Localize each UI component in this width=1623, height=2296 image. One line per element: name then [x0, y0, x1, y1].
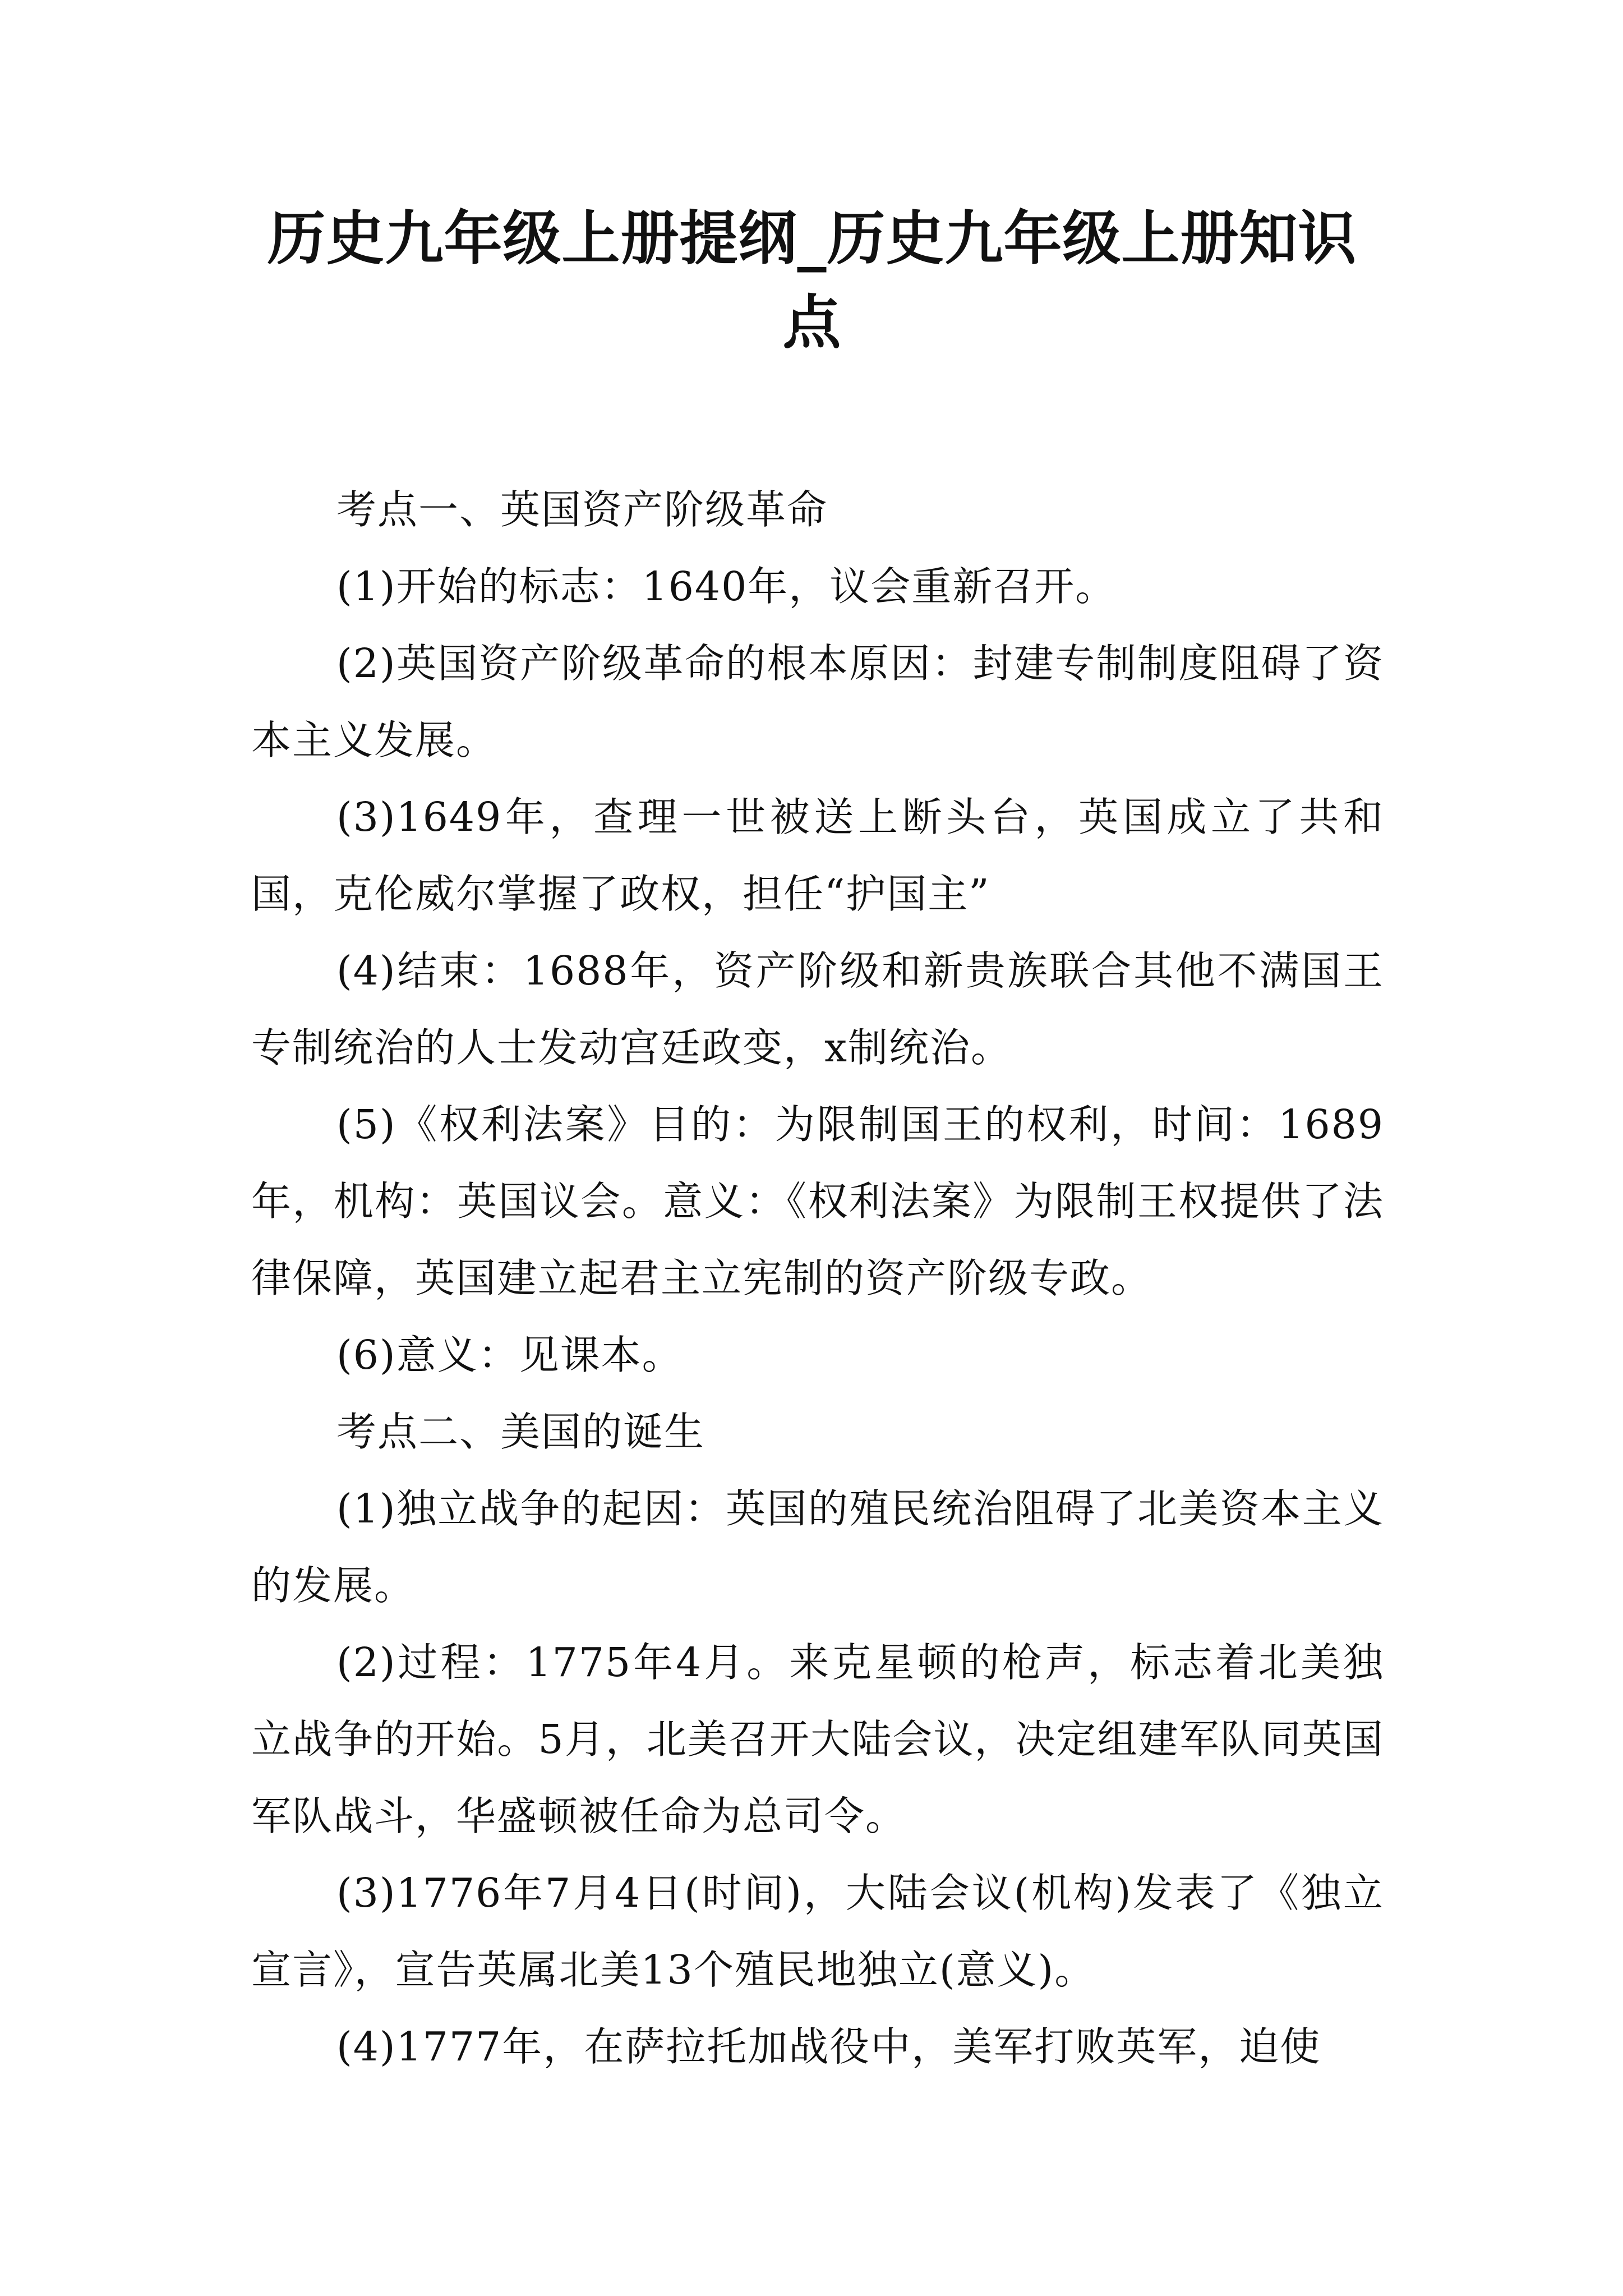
section-heading-2: 考点二、美国的诞生 — [336, 1409, 706, 1455]
document-title: 历史九年级上册提纲_历史九年级上册知识点 — [267, 204, 1357, 357]
paragraph: (4)结束：1688年，资产阶级和新贵族联合其他不满国王专制统治的人士发动宫廷政变，x制统治。 — [251, 947, 1384, 1071]
paragraph: (4)1777年，在萨拉托加战役中，美军打败英军，迫使 — [336, 2023, 1321, 2070]
paragraph: (1)独立战争的起因：英国的殖民统治阻碍了北美资本主义的发展。 — [251, 1485, 1384, 1609]
paragraph: (3)1649年，查理一世被送上断头台，英国成立了共和国，克伦威尔掌握了政权，担任“护国主” — [251, 794, 1384, 917]
paragraph: (2)英国资产阶级革命的根本原因：封建专制制度阻碍了资本主义发展。 — [251, 640, 1384, 763]
document-body — [251, 471, 1384, 2085]
section-heading-1: 考点一、英国资产阶级革命 — [336, 486, 828, 533]
paragraph: (6)意义：见课本。 — [336, 1332, 683, 1378]
paragraph: (1)开始的标志：1640年，议会重新召开。 — [336, 563, 1117, 610]
paragraph: (3)1776年7月4日(时间)，大陆会议(机构)发表了《独立宣言》，宣告英属北美13个殖民地独立(意义)。 — [251, 1870, 1384, 1993]
paragraph: (5)《权利法案》目的：为限制国王的权利，时间：1689年，机构：英国议会。意义：《权利法案》为限制王权提供了法律保障，英国建立起君主立宪制的资产阶级专政。 — [251, 1101, 1384, 1301]
paragraph: (2)过程：1775年4月。来克星顿的枪声，标志着北美独立战争的开始。5月，北美召开大陆会议，决定组建军队同英国军队战斗，华盛顿被任命为总司令。 — [251, 1639, 1384, 1839]
